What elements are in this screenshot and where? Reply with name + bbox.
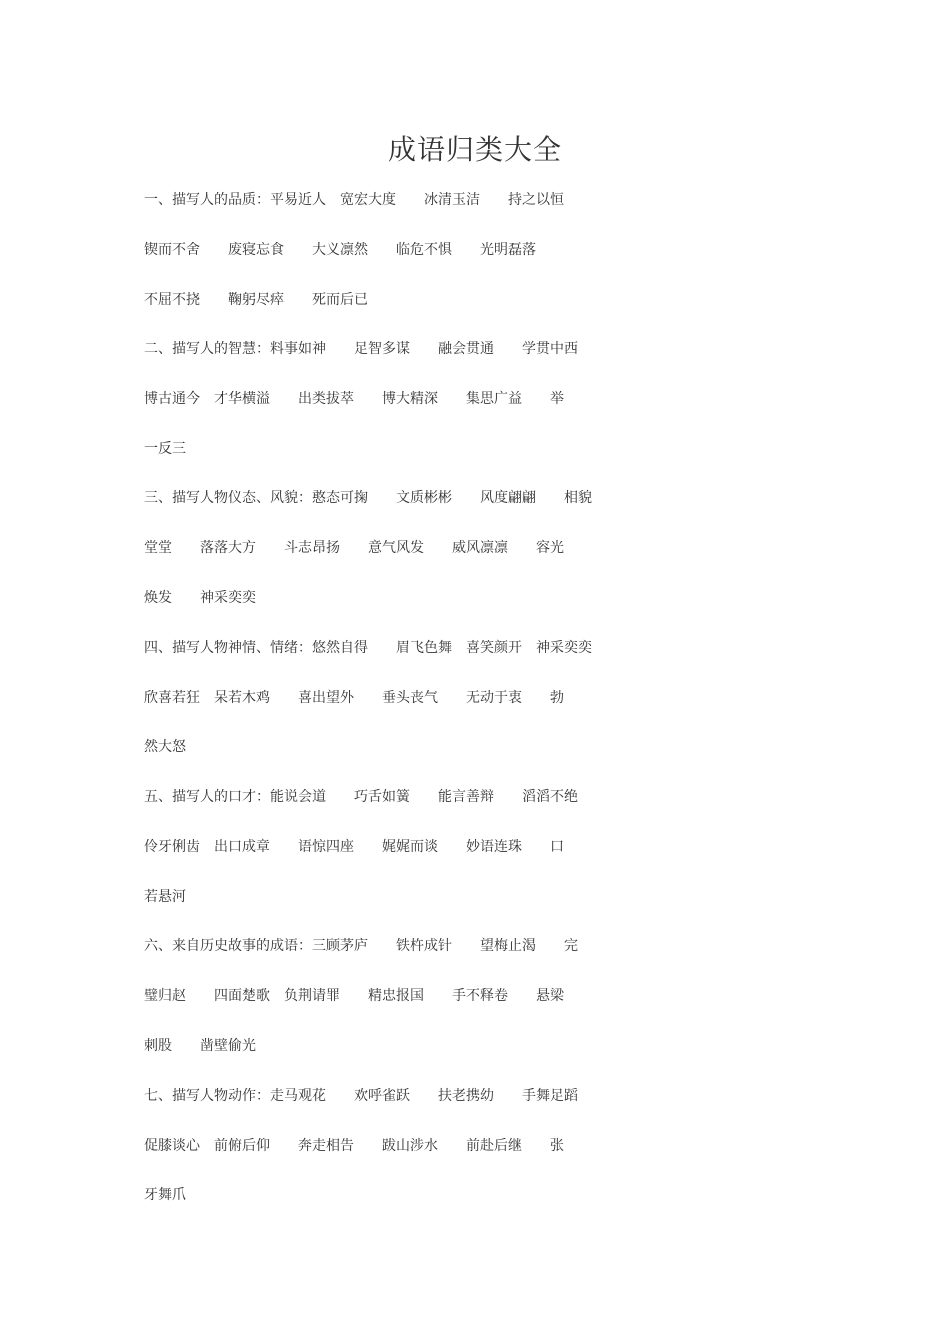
line-text: 牙舞爪 — [144, 1187, 186, 1203]
text-line-8 — [144, 533, 824, 563]
line-text: 堂堂 落落大方 斗志昂扬 意气风发 威风凛凛 容光 — [144, 540, 564, 556]
text-line-5 — [144, 384, 824, 414]
text-line-9 — [144, 583, 824, 613]
line-text: 锲而不舍 废寝忘食 大义凛然 临危不惧 光明磊落 — [144, 242, 536, 258]
text-line-20 — [144, 1131, 824, 1161]
text-line-17 — [144, 981, 824, 1011]
line-text: 欣喜若狂 呆若木鸡 喜出望外 垂头丧气 无动于衷 勃 — [144, 690, 564, 706]
line-text: 焕发 神采奕奕 — [144, 590, 256, 606]
text-line-6 — [144, 434, 824, 464]
text-line-2 — [144, 235, 824, 265]
text-line-14 — [144, 832, 824, 862]
text-line-19 — [144, 1081, 824, 1111]
line-text: 刺股 凿壁偷光 — [144, 1038, 256, 1054]
page-title: 成语归类大全 — [387, 133, 562, 166]
text-line-11 — [144, 683, 824, 713]
text-line-18 — [144, 1031, 824, 1061]
text-line-21 — [144, 1180, 824, 1210]
text-line-13 — [144, 782, 824, 812]
text-line-16 — [144, 931, 824, 961]
line-text: 博古通今 才华横溢 出类拔萃 博大精深 集思广益 举 — [144, 391, 564, 407]
text-line-15 — [144, 882, 824, 912]
line-text: 伶牙俐齿 出口成章 语惊四座 娓娓而谈 妙语连珠 口 — [144, 839, 564, 855]
line-text: 二、描写人的智慧：料事如神 足智多谋 融会贯通 学贯中西 — [144, 341, 578, 357]
text-line-7 — [144, 483, 824, 513]
text-line-3 — [144, 285, 824, 315]
line-text: 然大怒 — [144, 739, 186, 755]
line-text: 六、来自历史故事的成语：三顾茅庐 铁杵成针 望梅止渴 完 — [144, 938, 578, 954]
line-text: 五、描写人的口才：能说会道 巧舌如簧 能言善辩 滔滔不绝 — [144, 789, 578, 805]
line-text: 一、描写人的品质：平易近人 宽宏大度 冰清玉洁 持之以恒 — [144, 192, 564, 208]
line-text: 一反三 — [144, 441, 186, 457]
text-line-4 — [144, 334, 824, 364]
text-line-1 — [144, 185, 824, 215]
line-text: 不屈不挠 鞠躬尽瘁 死而后已 — [144, 292, 368, 308]
line-text: 七、描写人物动作：走马观花 欢呼雀跃 扶老携幼 手舞足蹈 — [144, 1088, 578, 1104]
line-text: 璧归赵 四面楚歌 负荆请罪 精忠报国 手不释卷 悬梁 — [144, 988, 564, 1004]
line-text: 四、描写人物神情、情绪：悠然自得 眉飞色舞 喜笑颜开 神采奕奕 — [144, 640, 592, 656]
text-line-10 — [144, 633, 824, 663]
text-line-12 — [144, 732, 824, 762]
line-text: 若悬河 — [144, 889, 186, 905]
line-text: 三、描写人物仪态、风貌：憨态可掬 文质彬彬 风度翩翩 相貌 — [144, 490, 592, 506]
line-text: 促膝谈心 前俯后仰 奔走相告 跋山涉水 前赴后继 张 — [144, 1138, 564, 1154]
